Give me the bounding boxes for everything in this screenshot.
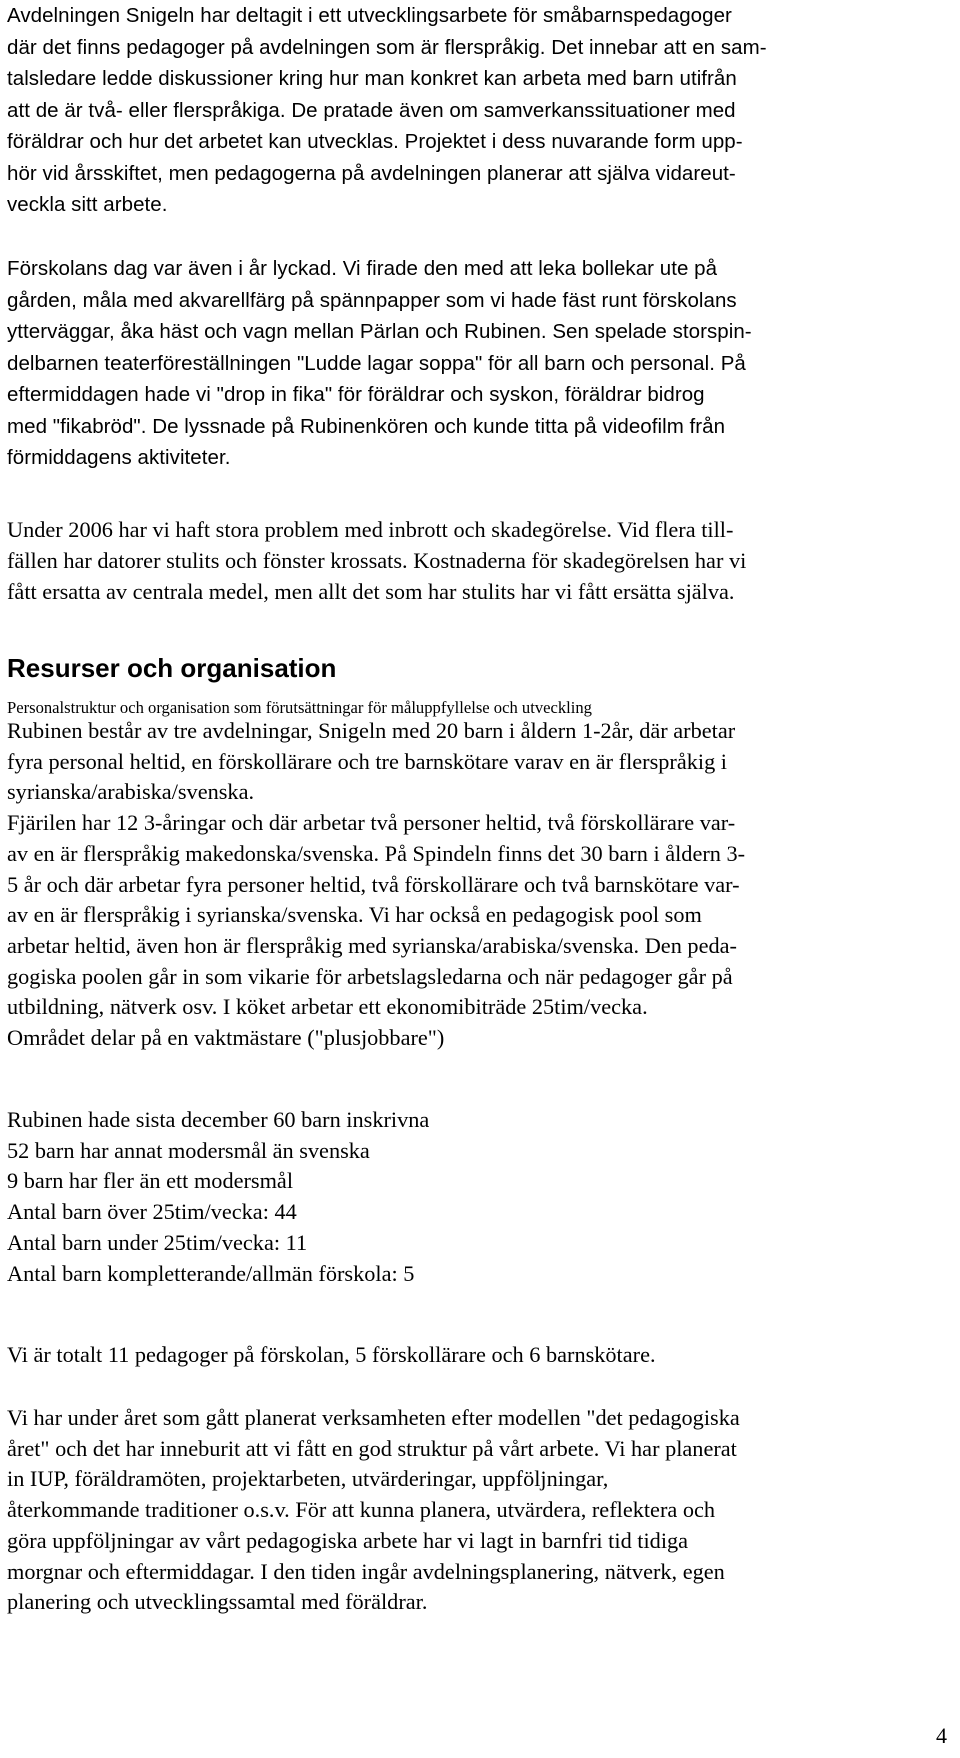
text-line: morgnar och eftermiddagar. I den tiden ingår avdelningsplanering, nätverk, egen bbox=[7, 1558, 725, 1584]
text-line: föräldrar och hur det arbetet kan utvecklas. Projektet i dess nuvarande form upp- bbox=[7, 130, 743, 153]
text-line: arbetar heltid, även hon är flerspråkig med syrianska/arabiska/svenska. Den peda- bbox=[7, 932, 737, 958]
stat-line: 52 barn har annat modersmål än svenska bbox=[7, 1137, 370, 1163]
stat-line: Rubinen hade sista december 60 barn inskrivna bbox=[7, 1107, 430, 1132]
text-line: med "fikabröd". De lyssnade på Rubinenkören och kunde titta på videofilm från bbox=[7, 414, 726, 438]
text-line: Avdelningen Snigeln har deltagit i ett utvecklingsarbete för småbarnspedagoger bbox=[7, 4, 732, 27]
text-line: delbarnen teaterföreställningen "Ludde lagar soppa" för all barn och personal. På bbox=[7, 351, 746, 375]
text-line: Förskolans dag var även i år lyckad. Vi firade den med att leka bollekar ute på bbox=[7, 257, 718, 280]
text-line: eftermiddagen hade vi "drop in fika" för föräldrar och syskon, föräldrar bidrog bbox=[7, 383, 705, 406]
text-line: av en är flerspråkig i syrianska/svenska. Vi har också en pedagogisk pool som bbox=[7, 902, 702, 928]
text-line: Området delar på en vaktmästare ("plusjobbare") bbox=[7, 1025, 445, 1051]
text-line: veckla sitt arbete. bbox=[7, 193, 168, 216]
text-line: Vi är totalt 11 pedagoger på förskolan, 5 förskollärare och 6 barnskötare. bbox=[7, 1342, 656, 1367]
text-line: syrianska/arabiska/svenska. bbox=[7, 779, 255, 805]
section-heading: Resurser och organisation bbox=[7, 653, 337, 683]
text-line: förmiddagens aktiviteter. bbox=[7, 446, 231, 469]
text-line: talsledare ledde diskussioner kring hur man konkret kan arbeta med barn utifrån bbox=[7, 67, 737, 90]
text-line: där det finns pedagoger på avdelningen som är flerspråkig. Det innebar att en sam- bbox=[7, 35, 767, 59]
text-line: göra uppföljningar av vårt pedagogiska arbete har vi lagt in barnfri tid tidiga bbox=[7, 1527, 689, 1553]
stat-line: Antal barn kompletterande/allmän förskola: 5 bbox=[7, 1260, 415, 1286]
text-line: utbildning, nätverk osv. I köket arbetar ett ekonomibiträde 25tim/vecka. bbox=[7, 994, 648, 1020]
text-line: in IUP, föräldramöten, projektarbeten, utvärderingar, uppföljningar, bbox=[7, 1466, 609, 1492]
text-line: ytterväggar, åka häst och vagn mellan Pärlan och Rubinen. Sen spelade storspin- bbox=[7, 320, 752, 343]
text-line: fått ersatta av centrala medel, men allt det som har stulits har vi fått ersätta själva. bbox=[7, 578, 735, 604]
text-line: fyra personal heltid, en förskollärare och tre barnskötare varav en är flerspråkig i bbox=[7, 748, 727, 774]
text-line: planering och utvecklingssamtal med föräldrar. bbox=[7, 1589, 428, 1615]
text-line: fällen har datorer stulits och fönster krossats. Kostnaderna för skadegörelsen har vi bbox=[7, 547, 747, 573]
text-line: återkommande traditioner o.s.v. För att kunna planera, utvärdera, reflektera och bbox=[7, 1497, 716, 1523]
paragraph-staff-total bbox=[7, 1340, 947, 1371]
text-line: 5 år och där arbetar fyra personer heltid, två förskollärare och två barnskötare var- bbox=[7, 871, 740, 897]
paragraph-snigeln-project bbox=[7, 0, 947, 221]
paragraph-staff-structure bbox=[7, 716, 947, 1054]
text-line: att de är två- eller flerspråkiga. De pratade även om samverkanssituationer med bbox=[7, 98, 736, 122]
text-line: gogiska poolen går in som vikarie för arbetslagsledarna och när pedagoger går på bbox=[7, 963, 733, 989]
section-subheading: Personalstruktur och organisation som förutsättningar för måluppfyllelse och utveckling bbox=[7, 698, 592, 717]
page-number: 4 bbox=[936, 1723, 947, 1748]
text-line: Under 2006 har vi haft stora problem med inbrott och skadegörelse. Vid flera till- bbox=[7, 517, 734, 542]
stat-line: 9 barn har fler än ett modersmål bbox=[7, 1168, 294, 1194]
enrollment-stats bbox=[7, 1105, 947, 1289]
text-line: Vi har under året som gått planerat verksamheten efter modellen "det pedagogiska bbox=[7, 1405, 740, 1430]
stat-line: Antal barn under 25tim/vecka: 11 bbox=[7, 1229, 308, 1255]
text-line: Rubinen består av tre avdelningar, Snigeln med 20 barn i åldern 1-2år, där arbetar bbox=[7, 718, 736, 743]
paragraph-pedagogical-year bbox=[7, 1403, 947, 1618]
text-line: gården, måla med akvarellfärg på spännpapper som vi hade fäst runt förskolans bbox=[7, 288, 737, 312]
stat-line: Antal barn över 25tim/vecka: 44 bbox=[7, 1199, 297, 1225]
text-line: hör vid årsskiftet, men pedagogerna på avdelningen planerar att själva vidareut- bbox=[7, 161, 736, 185]
paragraph-preschool-day bbox=[7, 253, 947, 474]
text-line: året" och det har inneburit att vi fått en god struktur på vårt arbete. Vi har planerat bbox=[7, 1435, 737, 1461]
text-line: Fjärilen har 12 3-åringar och där arbetar två personer heltid, två förskollärare var- bbox=[7, 810, 736, 836]
text-line: av en är flerspråkig makedonska/svenska. På Spindeln finns det 30 barn i åldern 3- bbox=[7, 840, 746, 866]
paragraph-burglary bbox=[7, 515, 947, 607]
